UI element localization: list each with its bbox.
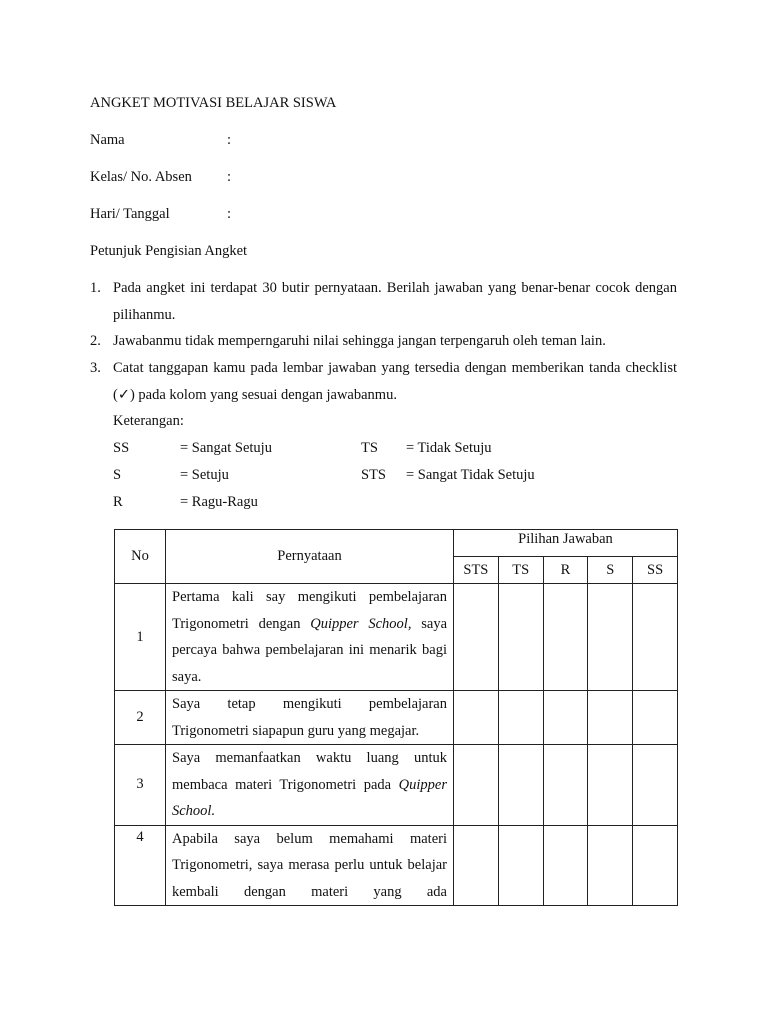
answer-cell-s[interactable]: [588, 584, 633, 691]
answer-cell-ts[interactable]: [498, 745, 543, 826]
instruction-number: 3.: [90, 360, 101, 376]
answer-cell-ss[interactable]: [633, 584, 678, 691]
statement-text: Saya tetap mengikuti pembelajaran Trigonometri siapapun guru yang megajar.: [172, 696, 447, 739]
answer-cell-ts[interactable]: [498, 691, 543, 745]
field-hari-tanggal: [90, 205, 232, 223]
header-option-s: S: [588, 557, 633, 584]
legend-desc: = Tidak Setuju: [406, 440, 492, 456]
legend-code: SS: [113, 440, 130, 456]
statement-text: saya percaya bahwa pembelajaran ini menarik bagi saya.: [172, 615, 447, 685]
legend-code: S: [113, 467, 122, 483]
field-kelas-no-absen: [90, 168, 232, 186]
statement-text: Saya memanfaatkan waktu luang untuk membaca materi Trigonometri pada: [172, 750, 447, 793]
instruction-number: 1.: [90, 280, 101, 296]
header-option-r: R: [543, 557, 588, 584]
legend-desc: = Setuju: [180, 467, 229, 483]
answer-cell-ss[interactable]: [633, 825, 678, 906]
legend-desc: = Sangat Tidak Setuju: [406, 467, 535, 483]
answer-cell-sts[interactable]: [454, 825, 499, 906]
header-choices: Pilihan Jawaban: [454, 530, 678, 557]
header-option-sts: STS: [454, 557, 499, 584]
field-label: Nama: [90, 132, 125, 148]
row-number: 3: [115, 745, 166, 826]
field-colon: :: [227, 132, 232, 148]
answer-cell-r[interactable]: [543, 825, 588, 906]
instruction-item: [90, 328, 677, 355]
header-statement: Pernyataan: [166, 530, 454, 584]
table-row: [115, 584, 678, 691]
legend-desc: = Ragu-Ragu: [180, 494, 258, 510]
instruction-item: [90, 355, 677, 408]
legend-code: R: [113, 494, 123, 510]
instruction-number: 2.: [90, 333, 101, 349]
answer-cell-sts[interactable]: [454, 584, 499, 691]
answer-cell-sts[interactable]: [454, 691, 499, 745]
answer-cell-s[interactable]: [588, 691, 633, 745]
legend-code: TS: [361, 440, 378, 456]
answer-cell-ts[interactable]: [498, 584, 543, 691]
legend-desc: = Sangat Setuju: [180, 440, 272, 456]
field-label: Kelas/ No. Absen: [90, 169, 192, 185]
instructions-title: Petunjuk Pengisian Angket: [90, 243, 248, 259]
answer-cell-r[interactable]: [543, 745, 588, 826]
answer-cell-r[interactable]: [543, 691, 588, 745]
instruction-text: Pada angket ini terdapat 30 butir pernyataan. Berilah jawaban yang benar-benar cocok dengan pilihanmu.: [113, 280, 677, 323]
questionnaire-table: [114, 529, 678, 906]
answer-cell-sts[interactable]: [454, 745, 499, 826]
instruction-text: Jawabanmu tidak memperngaruhi nilai sehingga jangan terpengaruh oleh teman lain.: [113, 333, 606, 349]
document-title: ANGKET MOTIVASI BELAJAR SISWA: [90, 95, 337, 111]
row-statement: [166, 745, 454, 826]
answer-cell-ts[interactable]: [498, 825, 543, 906]
answer-cell-s[interactable]: [588, 745, 633, 826]
row-number: 2: [115, 691, 166, 745]
instruction-text: Catat tanggapan kamu pada lembar jawaban yang tersedia dengan memberikan tanda checklist (✓) pada kolom yang sesuai dengan jawabanmu.: [113, 360, 677, 403]
answer-cell-s[interactable]: [588, 825, 633, 906]
row-statement: [166, 691, 454, 745]
header-option-ts: TS: [498, 557, 543, 584]
row-number: 4: [115, 825, 166, 906]
statement-text-italic: Quipper School.: [172, 776, 447, 819]
row-statement: [166, 584, 454, 691]
answer-cell-ss[interactable]: [633, 745, 678, 826]
field-label: Hari/ Tanggal: [90, 206, 170, 222]
answer-cell-r[interactable]: [543, 584, 588, 691]
row-statement: [166, 825, 454, 906]
table-row: [115, 691, 678, 745]
field-colon: :: [227, 169, 232, 185]
table-row: [115, 825, 678, 906]
statement-text: Pertama kali say mengikuti pembelajaran Trigonometri dengan: [172, 589, 447, 632]
answer-cell-ss[interactable]: [633, 691, 678, 745]
statement-text: Apabila saya belum memahami materi Trigonometri, saya merasa perlu untuk belajar kembali dengan materi yang ada: [172, 830, 447, 900]
table-row: [115, 745, 678, 826]
header-option-ss: SS: [633, 557, 678, 584]
field-colon: :: [227, 206, 232, 222]
instruction-item: [90, 275, 677, 328]
legend-label: Keterangan:: [113, 413, 184, 429]
header-no: No: [115, 530, 166, 584]
statement-text-italic: Quipper School,: [310, 615, 412, 632]
field-nama: [90, 131, 232, 149]
row-number: 1: [115, 584, 166, 691]
legend-code: STS: [361, 467, 386, 483]
